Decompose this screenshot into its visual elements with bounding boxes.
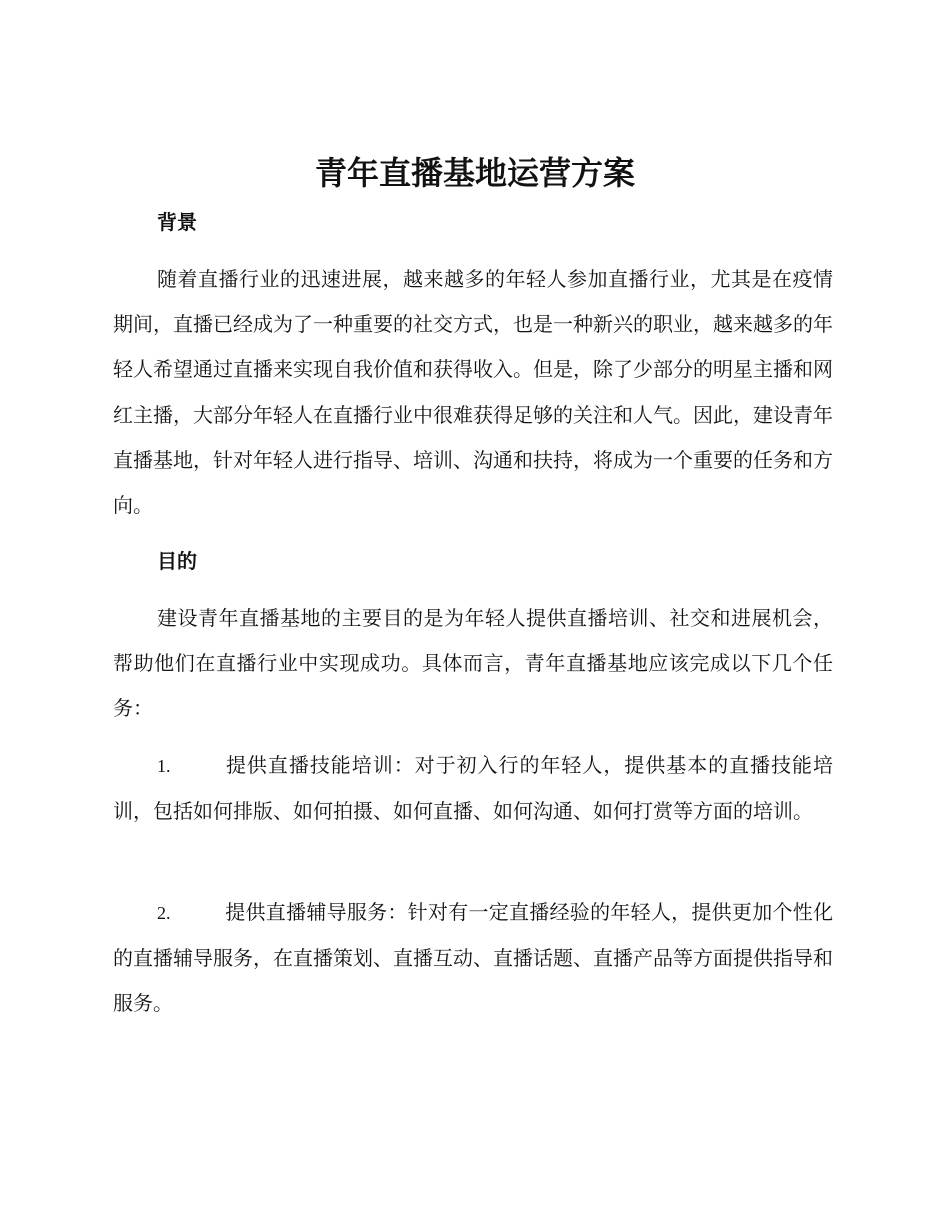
list-item-number: 2.	[157, 903, 171, 923]
section-heading-background: 背景	[157, 210, 197, 234]
list-item-number: 1.	[157, 756, 171, 776]
list-item-text: 提供直播技能培训：对于初入行的年轻人，提供基本的直播技能培训，包括如何排版、如何拍摄、如何直播、如何沟通、如何打赏等方面的培训。	[113, 753, 833, 824]
background-paragraph: 随着直播行业的迅速进展，越来越多的年轻人参加直播行业，尤其是在疫情期间，直播已经成为了一种重要的社交方式，也是一种新兴的职业，越来越多的年轻人希望通过直播来实现自我价值和获得收入。但是，除了少部分的明星主播和网红主播，大部分年轻人在直播行业中很难获得足够的关注和人气。因此，建设青年直播基地，针对年轻人进行指导、培训、沟通和扶持，将成为一个重要的任务和方向。	[113, 267, 833, 518]
document-title: 青年直播基地运营方案	[314, 154, 635, 192]
list-item	[113, 890, 833, 1027]
section-heading-purpose: 目的	[157, 549, 197, 573]
list-item	[113, 743, 833, 834]
purpose-paragraph: 建设青年直播基地的主要目的是为年轻人提供直播培训、社交和进展机会，帮助他们在直播行业中实现成功。具体而言，青年直播基地应该完成以下几个任务：	[113, 606, 833, 721]
list-item-text: 提供直播辅导服务：针对有一定直播经验的年轻人，提供更加个性化的直播辅导服务，在直播策划、直播互动、直播话题、直播产品等方面提供指导和服务。	[113, 900, 833, 1016]
